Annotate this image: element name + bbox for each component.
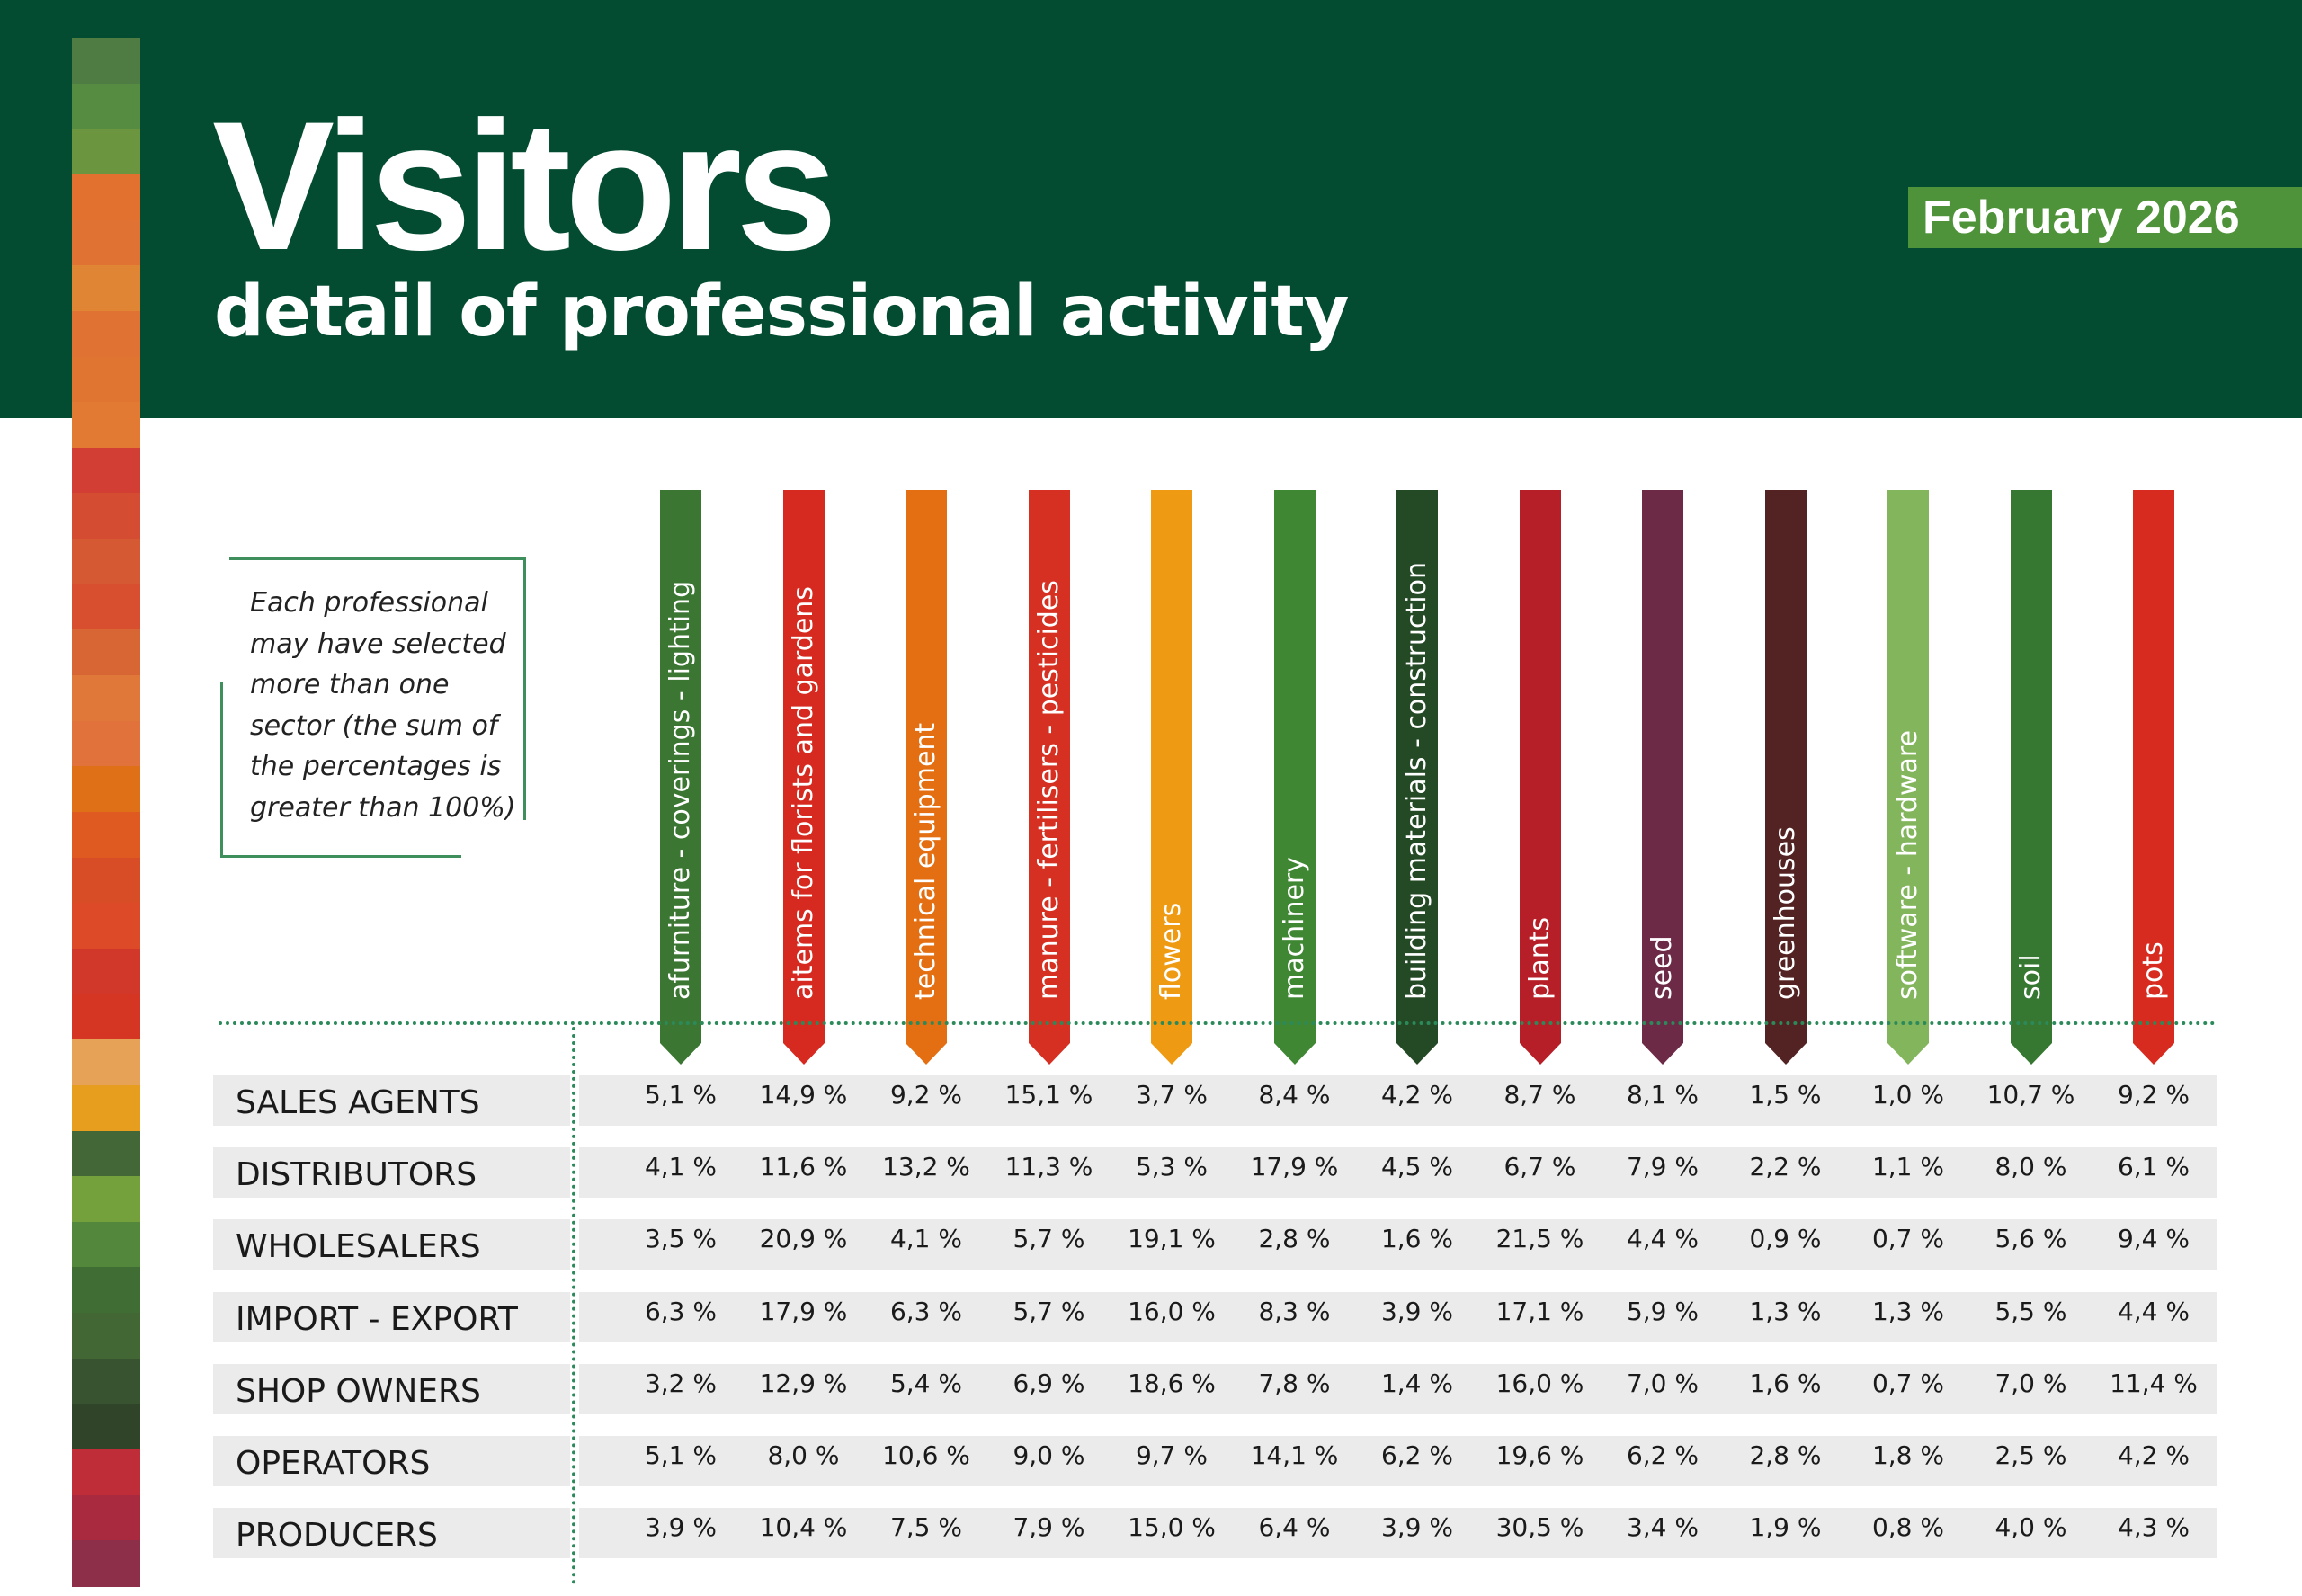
column-header-label: pots — [2137, 941, 2169, 1000]
table-cell: 18,6 % — [1128, 1368, 1216, 1398]
stripe-segment — [72, 1176, 140, 1223]
column-header-arrow — [1396, 1043, 1438, 1065]
column-header-arrow — [1765, 1043, 1807, 1065]
header-banner — [0, 0, 2302, 418]
note-line: Each professional — [250, 587, 488, 619]
table-cell: 1,5 % — [1749, 1080, 1822, 1110]
table-cell: 19,6 % — [1495, 1440, 1584, 1470]
table-cell: 1,3 % — [1871, 1296, 1945, 1326]
table-cell: 6,2 % — [1380, 1440, 1454, 1470]
column-header-label: plants — [1523, 916, 1556, 1000]
table-cell: 3,9 % — [644, 1512, 718, 1543]
table-cell: 8,1 % — [1626, 1080, 1700, 1110]
column-header-arrow — [1642, 1043, 1683, 1065]
column-header-label: afurniture - coverings - lighting — [665, 580, 696, 1000]
table-cell: 7,0 % — [1626, 1368, 1700, 1398]
row-label: IMPORT - EXPORT — [236, 1300, 518, 1338]
header-divider — [219, 1021, 2217, 1025]
stripe-segment — [72, 220, 140, 267]
table-cell: 16,0 % — [1495, 1368, 1584, 1398]
stripe-segment — [72, 265, 140, 312]
table-cell: 21,5 % — [1495, 1224, 1584, 1254]
table-cell: 5,4 % — [889, 1368, 963, 1398]
table-cell: 10,7 % — [1986, 1080, 2075, 1110]
table-cell: 8,7 % — [1503, 1080, 1576, 1110]
table-cell: 6,1 % — [2117, 1152, 2190, 1182]
table-cell: 1,0 % — [1871, 1080, 1945, 1110]
note-line: sector (the sum of — [250, 709, 498, 742]
column-header-arrow — [1151, 1043, 1192, 1065]
table-cell: 3,7 % — [1135, 1080, 1209, 1110]
table-cell: 4,0 % — [1994, 1512, 2067, 1543]
row-label: WHOLESALERS — [236, 1228, 481, 1266]
column-header-arrow — [2011, 1043, 2052, 1065]
stripe-segment — [72, 858, 140, 905]
table-cell: 7,8 % — [1258, 1368, 1331, 1398]
note-frame-top — [229, 557, 526, 560]
table-cell: 5,1 % — [644, 1080, 718, 1110]
stripe-segment — [72, 1222, 140, 1269]
note-line: greater than 100%) — [250, 791, 516, 824]
column-header-arrow — [1029, 1043, 1070, 1065]
table-cell: 15,1 % — [1004, 1080, 1093, 1110]
table-cell: 3,5 % — [644, 1224, 718, 1254]
table-cell: 11,3 % — [1004, 1152, 1093, 1182]
stripe-segment — [72, 994, 140, 1041]
table-cell: 7,0 % — [1994, 1368, 2067, 1398]
table-cell: 9,0 % — [1013, 1440, 1085, 1470]
table-cell: 5,7 % — [1013, 1296, 1085, 1326]
table-cell: 6,2 % — [1626, 1440, 1700, 1470]
table-cell: 8,0 % — [767, 1440, 840, 1470]
table-cell: 5,1 % — [644, 1440, 718, 1470]
table-cell: 3,9 % — [1380, 1296, 1454, 1326]
table-cell: 20,9 % — [759, 1224, 848, 1254]
column-header-arrow — [1520, 1043, 1561, 1065]
stripe-segment — [72, 675, 140, 722]
table-cell: 8,0 % — [1994, 1152, 2067, 1182]
table-cell: 8,4 % — [1258, 1080, 1331, 1110]
table-cell: 2,8 % — [1258, 1224, 1331, 1254]
note-line: more than one — [250, 669, 450, 700]
stripe-segment — [72, 1267, 140, 1314]
table-cell: 7,5 % — [889, 1512, 963, 1543]
table-cell: 13,2 % — [882, 1152, 970, 1182]
table-cell: 7,9 % — [1013, 1512, 1085, 1543]
table-cell: 2,2 % — [1749, 1152, 1822, 1182]
column-header-label: flowers — [1155, 902, 1187, 1000]
stripe-segment — [72, 1313, 140, 1360]
table-cell: 1,6 % — [1749, 1368, 1822, 1398]
column-header-label: greenhouses — [1769, 826, 1801, 1000]
page-subtitle: detail of professional activity — [214, 272, 1349, 352]
stripe-segment — [72, 949, 140, 995]
table-cell: 14,1 % — [1250, 1440, 1339, 1470]
table-cell: 10,6 % — [882, 1440, 970, 1470]
column-header-label: building materials - construction — [1401, 561, 1432, 1000]
stripe-segment — [72, 539, 140, 585]
table-cell: 1,4 % — [1380, 1368, 1454, 1398]
table-cell: 9,2 % — [889, 1080, 963, 1110]
table-cell: 12,9 % — [759, 1368, 848, 1398]
row-label: PRODUCERS — [236, 1517, 438, 1555]
stripe-segment — [72, 1131, 140, 1178]
table-cell: 1,1 % — [1871, 1152, 1945, 1182]
table-cell: 9,7 % — [1135, 1440, 1209, 1470]
table-cell: 10,4 % — [759, 1512, 848, 1543]
table-cell: 19,1 % — [1128, 1224, 1216, 1254]
stripe-segment — [72, 721, 140, 768]
column-header-label: soil — [2014, 954, 2047, 1000]
table-cell: 17,9 % — [1250, 1152, 1339, 1182]
label-divider — [572, 1027, 576, 1584]
note-frame-right — [523, 557, 526, 820]
table-cell: 1,3 % — [1749, 1296, 1822, 1326]
page-title: Visitors — [212, 84, 832, 289]
stripe-segment — [72, 766, 140, 813]
column-header-label: aitems for florists and gardens — [787, 586, 819, 1000]
table-cell: 5,3 % — [1135, 1152, 1209, 1182]
table-cell: 3,2 % — [644, 1368, 718, 1398]
row-label: DISTRIBUTORS — [236, 1156, 477, 1194]
table-cell: 1,8 % — [1871, 1440, 1945, 1470]
column-header-label: manure - fertilisers - pesticides — [1032, 580, 1065, 1000]
table-cell: 17,9 % — [759, 1296, 848, 1326]
stripe-segment — [72, 1039, 140, 1086]
column-header-arrow — [1887, 1043, 1929, 1065]
table-cell: 5,9 % — [1626, 1296, 1700, 1326]
table-cell: 2,5 % — [1994, 1440, 2067, 1470]
table-cell: 6,4 % — [1258, 1512, 1331, 1543]
table-cell: 17,1 % — [1495, 1296, 1584, 1326]
stripe-segment — [72, 903, 140, 950]
table-cell: 1,6 % — [1380, 1224, 1454, 1254]
row-label: SHOP OWNERS — [236, 1372, 481, 1410]
column-header-arrow — [906, 1043, 947, 1065]
table-cell: 4,4 % — [1626, 1224, 1700, 1254]
stripe-segment — [72, 629, 140, 676]
note-frame-bottom — [220, 855, 461, 858]
stripe-segment — [72, 448, 140, 495]
table-cell: 4,5 % — [1380, 1152, 1454, 1182]
stripe-segment — [72, 1495, 140, 1542]
table-cell: 4,1 % — [644, 1152, 718, 1182]
column-header-arrow — [1274, 1043, 1316, 1065]
stripe-segment — [72, 402, 140, 449]
table-cell: 0,7 % — [1871, 1224, 1945, 1254]
stripe-segment — [72, 584, 140, 631]
table-cell: 4,1 % — [889, 1224, 963, 1254]
stripe-segment — [72, 1449, 140, 1496]
stripe-segment — [72, 1359, 140, 1405]
color-stripe — [72, 38, 140, 1586]
table-cell: 0,8 % — [1871, 1512, 1945, 1543]
stripe-segment — [72, 129, 140, 175]
stripe-segment — [72, 38, 140, 85]
table-cell: 2,8 % — [1749, 1440, 1822, 1470]
stripe-segment — [72, 812, 140, 859]
column-header-arrow — [2133, 1043, 2174, 1065]
stripe-segment — [72, 357, 140, 404]
table-cell: 7,9 % — [1626, 1152, 1700, 1182]
table-cell: 16,0 % — [1128, 1296, 1216, 1326]
table-cell: 3,9 % — [1380, 1512, 1454, 1543]
table-cell: 8,3 % — [1258, 1296, 1331, 1326]
table-cell: 5,7 % — [1013, 1224, 1085, 1254]
stripe-segment — [72, 1404, 140, 1450]
date-badge — [1908, 187, 2302, 248]
table-cell: 11,4 % — [2110, 1368, 2198, 1398]
table-cell: 4,2 % — [2117, 1440, 2190, 1470]
note-line: may have selected — [250, 628, 506, 660]
table-cell: 11,6 % — [759, 1152, 848, 1182]
note-text — [250, 583, 520, 828]
stripe-segment — [72, 493, 140, 539]
table-cell: 5,6 % — [1994, 1224, 2067, 1254]
note-line: the percentages is — [250, 751, 502, 782]
column-header-arrow — [660, 1043, 701, 1065]
table-cell: 6,9 % — [1013, 1368, 1085, 1398]
table-cell: 4,4 % — [2117, 1296, 2190, 1326]
table-cell: 30,5 % — [1495, 1512, 1584, 1543]
stripe-segment — [72, 1540, 140, 1587]
stripe-segment — [72, 84, 140, 130]
column-header-label: technical equipment — [910, 722, 941, 1000]
date-label: February 2026 — [1923, 192, 2240, 244]
stripe-segment — [72, 174, 140, 221]
table-cell: 6,3 % — [889, 1296, 963, 1326]
table-cell: 9,2 % — [2117, 1080, 2190, 1110]
table-cell: 4,2 % — [1380, 1080, 1454, 1110]
table-cell: 5,5 % — [1994, 1296, 2067, 1326]
column-header-label: seed — [1646, 935, 1678, 1000]
row-label: SALES AGENTS — [236, 1084, 480, 1121]
table-cell: 14,9 % — [759, 1080, 848, 1110]
table-cell: 0,9 % — [1749, 1224, 1822, 1254]
table-cell: 0,7 % — [1871, 1368, 1945, 1398]
table-cell: 6,3 % — [644, 1296, 718, 1326]
table-cell: 9,4 % — [2117, 1224, 2190, 1254]
stripe-segment — [72, 1085, 140, 1132]
column-header-label: software - hardware — [1892, 729, 1923, 1000]
column-header-label: machinery — [1278, 856, 1310, 1000]
table-cell: 1,9 % — [1749, 1512, 1822, 1543]
note-frame-left — [220, 682, 223, 858]
table-cell: 15,0 % — [1128, 1512, 1216, 1543]
stripe-segment — [72, 311, 140, 358]
table-cell: 4,3 % — [2117, 1512, 2190, 1543]
table-cell: 3,4 % — [1626, 1512, 1700, 1543]
column-header-arrow — [783, 1043, 825, 1065]
table-cell: 6,7 % — [1503, 1152, 1576, 1182]
row-label: OPERATORS — [236, 1445, 431, 1482]
